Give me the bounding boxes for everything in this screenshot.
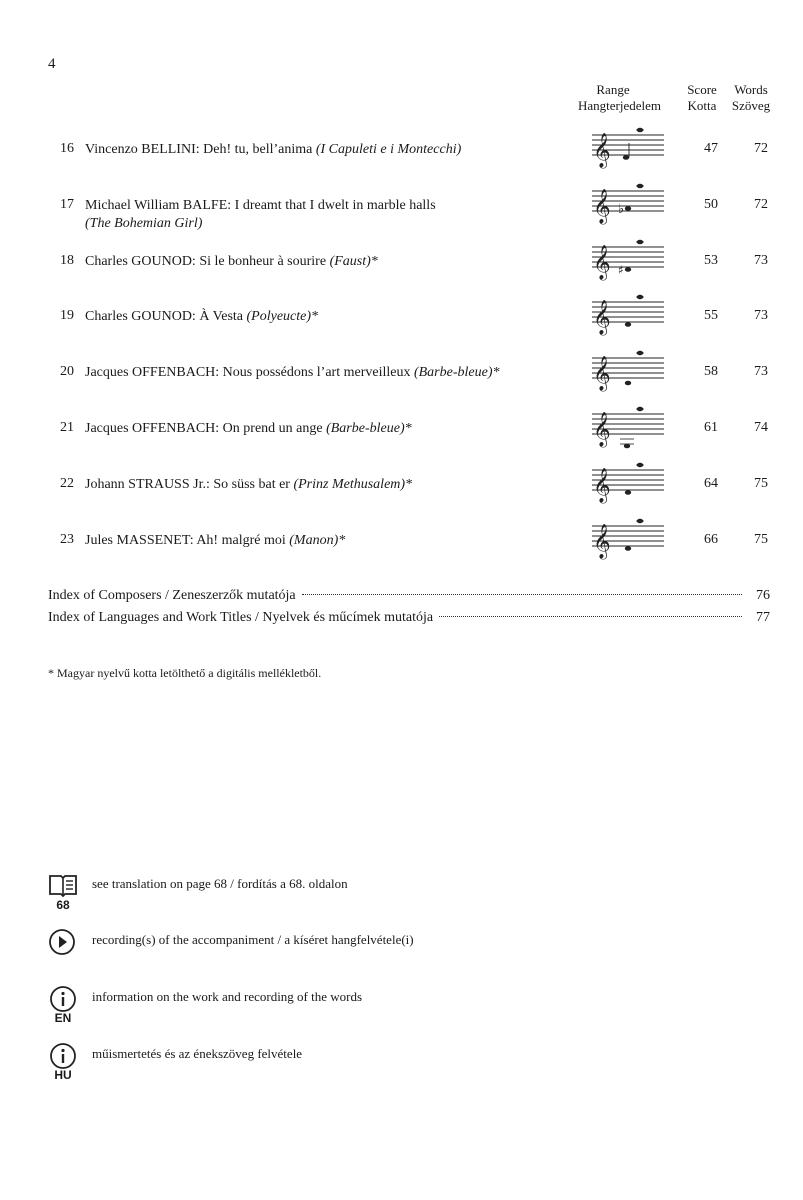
range-staff (590, 127, 666, 173)
words-header-hu: Szöveg (731, 98, 771, 113)
score-header-en: Score (687, 82, 717, 97)
score-page: 55 (704, 308, 718, 323)
svg-text:𝄞: 𝄞 (593, 189, 611, 224)
index-composers-line[interactable] (48, 588, 770, 604)
entry-work: (Prinz Methusalem)* (293, 477, 413, 492)
legend-translation (48, 872, 648, 912)
range-staff (590, 183, 666, 229)
legend-sub-label: HU (54, 1068, 72, 1082)
svg-text:𝄞: 𝄞 (593, 412, 611, 447)
svg-text:𝄞: 𝄞 (593, 133, 611, 168)
score-page: 53 (704, 253, 718, 268)
index-page: 77 (756, 610, 770, 625)
words-column-header (728, 82, 774, 114)
legend-description: recording(s) of the accompaniment / a kíséret hangfelvétele(i) (92, 932, 414, 947)
svg-text:𝄞: 𝄞 (593, 300, 611, 335)
range-staff (590, 518, 666, 564)
entry-work: (Manon)* (289, 533, 346, 548)
range-staff (590, 239, 666, 285)
entry-number: 22 (60, 476, 74, 491)
entry-title (85, 476, 575, 494)
words-page: 73 (754, 308, 768, 323)
entry-composer-title: Charles GOUNOD: Si le bonheur à sourire (85, 254, 327, 269)
score-page: 50 (704, 197, 718, 212)
dot-leader (439, 616, 742, 617)
svg-text:𝄞: 𝄞 (593, 524, 611, 559)
entry-work: (Barbe-bleue)* (413, 365, 500, 380)
entry-composer-title: Jules MASSENET: Ah! malgré moi (85, 533, 286, 548)
range-staff (590, 350, 666, 396)
entry-work: (Barbe-bleue)* (326, 421, 412, 436)
words-page: 72 (754, 141, 768, 156)
words-page: 74 (754, 420, 768, 435)
range-staff (590, 462, 666, 508)
entry-number: 23 (60, 532, 74, 547)
entry-title (85, 197, 575, 233)
legend-info-en (48, 985, 648, 1025)
entry-number: 21 (60, 420, 74, 435)
footnote: * Magyar nyelvű kotta letölthető a digitális mellékletből. (48, 666, 322, 680)
entry-number: 18 (60, 253, 74, 268)
score-page: 58 (704, 364, 718, 379)
entry-title (85, 308, 575, 326)
legend-info-hu (48, 1042, 648, 1082)
legend-description: information on the work and recording of the words (92, 989, 363, 1004)
entry-composer-title: Michael William BALFE: I dreamt that I dwelt in marble halls (85, 198, 436, 213)
entry-title (85, 532, 575, 550)
score-page: 47 (704, 141, 718, 156)
entry-number: 20 (60, 364, 74, 379)
score-page: 64 (704, 476, 718, 491)
entry-title (85, 141, 575, 159)
page-number: 4 (48, 56, 56, 72)
svg-text:𝄞: 𝄞 (593, 245, 611, 280)
index-label: Index of Languages and Work Titles / Nyelvek és műcímek mutatója (48, 610, 434, 625)
svg-text:𝄞: 𝄞 (593, 468, 611, 503)
entry-title (85, 420, 575, 438)
index-page: 76 (756, 588, 770, 603)
score-page: 66 (704, 532, 718, 547)
entry-work: (The Bohemian Girl) (85, 216, 203, 231)
range-header-hu: Hangterjedelem (578, 98, 662, 113)
words-page: 73 (754, 364, 768, 379)
dot-leader (302, 594, 742, 595)
legend-recording (48, 928, 648, 968)
range-column-header (578, 82, 662, 114)
entry-work: (Polyeucte)* (246, 309, 319, 324)
range-header-en: Range (596, 82, 630, 97)
words-page: 72 (754, 197, 768, 212)
score-header-hu: Kotta (687, 98, 717, 113)
svg-text:♯: ♯ (618, 263, 624, 277)
legend-sub-label: 68 (56, 898, 70, 912)
entry-composer-title: Charles GOUNOD: À Vesta (85, 309, 243, 324)
svg-text:♭: ♭ (618, 202, 625, 217)
entry-work: (I Capuleti e i Montecchi) (315, 142, 462, 157)
legend-description: műismertetés és az énekszöveg felvétele (92, 1046, 303, 1061)
legend-description: see translation on page 68 / fordítás a 68. oldalon (92, 876, 348, 891)
entry-number: 17 (60, 197, 74, 212)
index-languages-line[interactable] (48, 610, 770, 626)
entry-composer-title: Johann STRAUSS Jr.: So süss bat er (85, 477, 290, 492)
entry-title (85, 364, 575, 382)
range-staff (590, 294, 666, 340)
entry-composer-title: Vincenzo BELLINI: Deh! tu, bell’anima (85, 142, 313, 157)
svg-text:𝄞: 𝄞 (593, 356, 611, 391)
words-header-en: Words (734, 82, 768, 97)
words-page: 75 (754, 476, 768, 491)
legend-sub-label: EN (54, 1011, 72, 1025)
entry-number: 19 (60, 308, 74, 323)
entry-work: (Faust)* (329, 254, 378, 269)
entry-composer-title: Jacques OFFENBACH: On prend un ange (85, 421, 323, 436)
range-staff (590, 406, 666, 452)
index-label: Index of Composers / Zeneszerzők mutatója (48, 588, 296, 603)
entry-title (85, 253, 575, 271)
score-column-header (683, 82, 721, 114)
words-page: 73 (754, 253, 768, 268)
score-page: 61 (704, 420, 718, 435)
play-circle-icon (48, 928, 78, 958)
entry-number: 16 (60, 141, 74, 156)
words-page: 75 (754, 532, 768, 547)
entry-composer-title: Jacques OFFENBACH: Nous possédons l’art merveilleux (85, 365, 411, 380)
